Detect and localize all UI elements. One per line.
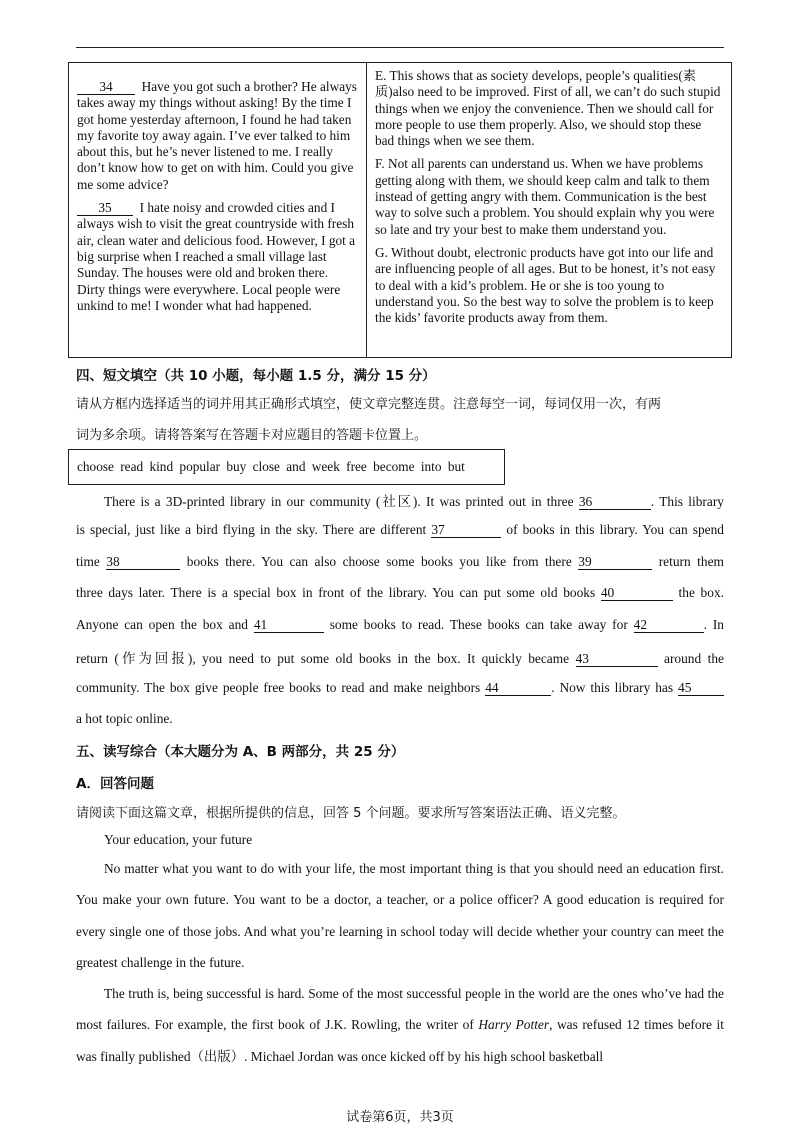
section-4-instruction-1: 请从方框内选择适当的词并用其正确形式填空，使文章完整连贯。注意每空一词，每词仅用一次，有两 xyxy=(76,397,662,412)
article-paragraph-2: The truth is, being successful is hard. Some of the most successful people in the world are the ones who’ve had the most failures. For example, the first book of J.K. Rowling, the writer of Harry Potter, was refused 12 times before it was finally published（出版）. Michael Jordan was once kicked off by his high school basketball xyxy=(76,986,724,1064)
article-paragraph-1: No matter what you want to do with your life, the most important thing is that you should need an education first. You make your own future. You want to be a doctor, a teacher, or a police officer? A good education is required for every single one of those jobs. And what you’re learning in school today will decide whether your country can meet the greatest challenge in the future. xyxy=(76,861,724,970)
blank-42[interactable]: 42 xyxy=(634,618,704,633)
article-title: Your education, your future xyxy=(104,832,253,847)
passage-line-4: three days later. There is a special box in front of the library. You can put some old books 40 the box. xyxy=(76,585,724,600)
blank-38[interactable]: 38 xyxy=(106,555,180,570)
option-e: E. This shows that as society develops, people’s qualities(素质)also need to be improved. First of all, we can’t do such stupid things when we enjoy the convenience. Then we should call for more people to use them properly. Also, we should stop these bad things when we see them. xyxy=(375,68,721,149)
blank-37[interactable]: 37 xyxy=(431,523,501,538)
blank-39[interactable]: 39 xyxy=(578,555,652,570)
option-f: F. Not all parents can understand us. When we have problems getting along with them, we should keep calm and talk to them instead of getting angry with them. Communication is the best way to solve such a problem. You should explain why you were so late and try your best to make them understand you. xyxy=(375,156,715,237)
matching-table xyxy=(68,62,732,358)
blank-36[interactable]: 36 xyxy=(579,495,651,510)
question-34-text: Have you got such a brother? He always takes away my things without asking! By the time I got home yesterday afternoon, I found he had taken my favorite toy away again. I’ve ever talked to him about this, but he’s never listened to me. I really don’t know how to get on with him. Could you give me some advice? xyxy=(77,79,357,192)
header-rule xyxy=(76,47,724,48)
passage-line-7: community. The box give people free books to read and make neighbors 44 . Now this library has 45 xyxy=(76,680,724,696)
option-g: G. Without doubt, electronic products have got into our life and are influencing people of all ages. But to be honest, it’s not easy to deal with a kid’s problem. He or she is too young to understand you. So the best way to solve the problem is to keep the kids’ favorite products away from them. xyxy=(375,244,716,326)
blank-44[interactable]: 44 xyxy=(485,681,551,696)
passage-line-6: return (作为回报), you need to put some old books in the box. It quickly became 43 around the xyxy=(76,651,724,666)
section-5-instruction: 请阅读下面这篇文章，根据所提供的信息，回答 5 个问题。要求所写答案语法正确、语义完整。 xyxy=(76,806,626,821)
page-footer: 试卷第6页，共3页 xyxy=(346,1110,454,1125)
passage-line-8: a hot topic online. xyxy=(76,711,173,726)
section-4-instruction-2: 词为多余项。请将答案写在答题卡对应题目的答题卡位置上。 xyxy=(76,428,428,443)
blank-45[interactable]: 45 xyxy=(678,681,724,696)
passage-line-2: is special, just like a bird flying in the sky. There are different 37 of books in this library. You can spend xyxy=(76,522,724,537)
passage-line-3: time 38 books there. You can also choose some books you like from there 39 return them xyxy=(76,554,724,569)
section-4-title: 四、短文填空（共 10 小题，每小题 1.5 分，满分 15 分） xyxy=(76,368,436,384)
questions-column xyxy=(69,63,367,357)
section-5-part-a: A．回答问题 xyxy=(76,776,154,792)
question-35-text: I hate noisy and crowded cities and I always wish to visit the great countryside with fresh air, clean water and delicious food. However, I got a big surprise when I reached a small village last Sunday. The houses were old and broken there. Dirty things were everywhere. Local people were unkind to me! I wonder what had happened. xyxy=(77,200,356,313)
blank-43[interactable]: 43 xyxy=(576,652,658,667)
question-35 xyxy=(77,200,358,314)
blank-41[interactable]: 41 xyxy=(254,618,324,633)
question-34 xyxy=(77,79,358,193)
passage-line-5: Anyone can open the box and 41 some books to read. These books can take away for 42 . In xyxy=(76,617,724,632)
section-5-title: 五、读写综合（本大题分为 A、B 两部分，共 25 分） xyxy=(76,744,405,760)
passage-line-1: There is a 3D-printed library in our community (社区). It was printed out in three 36 . This library xyxy=(104,494,724,509)
word-box: choose read kind popular buy close and week free become into but xyxy=(68,449,505,485)
blank-35[interactable]: 35 xyxy=(77,201,133,216)
options-column xyxy=(367,63,731,357)
blank-34[interactable]: 34 xyxy=(77,80,135,95)
blank-40[interactable]: 40 xyxy=(601,586,673,601)
book-title: Harry Potter xyxy=(478,1017,550,1033)
